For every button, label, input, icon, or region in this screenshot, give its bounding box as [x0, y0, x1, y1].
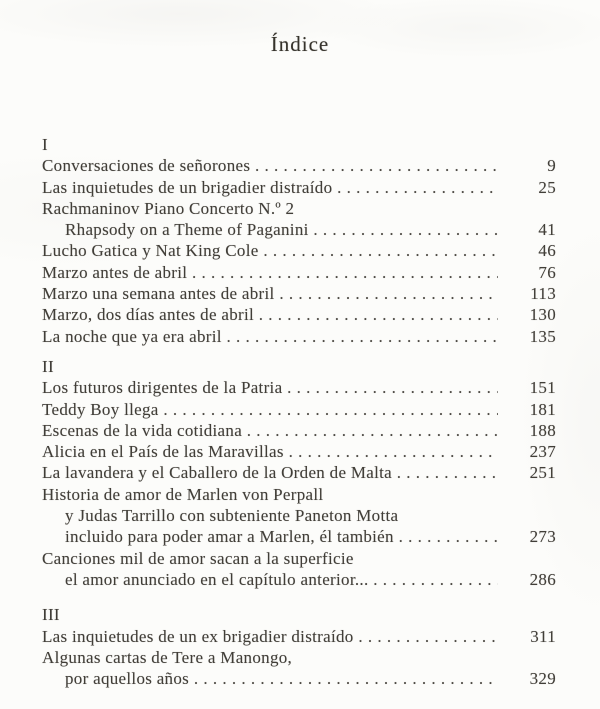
toc-row [42, 462, 556, 483]
toc-row [42, 326, 556, 347]
dot-leader [309, 219, 498, 240]
dot-leader [394, 526, 498, 547]
toc-row [42, 262, 556, 283]
page-number: 286 [529, 569, 556, 589]
toc-row [42, 441, 556, 462]
page-number: 273 [529, 527, 556, 547]
toc-entry-title: Lucho Gatica y Nat King Cole [42, 241, 259, 261]
toc-row [42, 240, 556, 261]
page-number: 25 [538, 177, 556, 197]
page-number: 151 [529, 378, 556, 398]
toc-section [42, 604, 556, 689]
dot-leader [189, 668, 498, 689]
toc-entry-title: Marzo, dos días antes de abril [42, 305, 254, 325]
toc-entry-title: La lavandera y el Caballero de la Orden de Malta [42, 463, 392, 483]
page-number: 237 [529, 442, 556, 462]
toc-row [42, 526, 556, 547]
toc-section [42, 356, 556, 590]
toc-entry-title: Marzo antes de abril [42, 262, 188, 282]
toc-entry-title: Teddy Boy llega [42, 399, 159, 419]
toc-entry-title: Alicia en el País de las Maravillas [42, 442, 284, 462]
toc-entry-title: por aquellos años [65, 669, 190, 689]
toc-entry-title: Rachmaninov Piano Concerto N.º 2 [42, 198, 295, 218]
toc-row [42, 198, 556, 219]
toc-entry-title: Historia de amor de Marlen von Perpall [42, 484, 324, 504]
dot-leader [222, 326, 498, 347]
toc-row [42, 626, 556, 647]
toc-entry-title: Marzo una semana antes de abril [42, 284, 275, 304]
toc-row [42, 399, 556, 420]
toc-entry-title: Los futuros dirigentes de la Patria [42, 378, 283, 398]
dot-leader [369, 569, 498, 590]
toc-entry-title: y Judas Tarrillo con subteniente Paneton Motta [65, 506, 399, 526]
page-number: 9 [547, 156, 556, 176]
dot-leader [250, 155, 498, 176]
toc-row [42, 668, 556, 689]
page-number: 113 [530, 284, 556, 304]
section-numeral: III [42, 605, 60, 625]
toc-entry-title: Algunas cartas de Tere a Manongo, [42, 647, 293, 667]
toc-row [42, 283, 556, 304]
page-number: 311 [530, 626, 556, 646]
toc-row [42, 377, 556, 398]
toc-entry-title: incluido para poder amar a Marlen, él también [65, 527, 394, 547]
page-title: Índice [270, 32, 330, 56]
toc-section [42, 134, 556, 347]
toc-row [42, 484, 556, 505]
page-number: 76 [538, 262, 556, 282]
toc-entry-title: el amor anunciado en el capítulo anterior... [65, 569, 369, 589]
toc-entry-title: Canciones mil de amor sacan a la superficie [42, 548, 354, 568]
page-number: 251 [529, 463, 556, 483]
toc-row [42, 219, 556, 240]
dot-leader [284, 441, 498, 462]
dot-leader [392, 462, 498, 483]
page-number: 41 [538, 220, 556, 240]
page-number: 181 [529, 399, 556, 419]
dot-leader [254, 304, 498, 325]
toc-row [42, 155, 556, 176]
toc-row [42, 304, 556, 325]
section-numeral: II [42, 356, 54, 376]
dot-leader [259, 240, 498, 261]
toc-entry-title: Escenas de la vida cotidiana [42, 420, 243, 440]
toc-row [42, 548, 556, 569]
dot-leader [187, 262, 498, 283]
dot-leader [354, 626, 498, 647]
dot-leader [332, 177, 498, 198]
dot-leader [159, 399, 498, 420]
toc-entry-title: Las inquietudes de un ex brigadier distraído [42, 626, 354, 646]
toc-entry-title: Rhapsody on a Theme of Paganini [65, 220, 309, 240]
toc-entry-title: Conversaciones de señorones [42, 156, 251, 176]
toc-entry-title: La noche que ya era abril [42, 326, 222, 346]
page-number: 46 [538, 241, 556, 261]
toc-row [42, 647, 556, 668]
toc [42, 134, 556, 689]
toc-entry-title: Las inquietudes de un brigadier distraído [42, 177, 333, 197]
section-numeral: I [42, 135, 48, 154]
dot-leader [242, 420, 498, 441]
toc-row [42, 177, 556, 198]
page-number: 130 [529, 305, 556, 325]
page-number: 329 [529, 669, 556, 689]
toc-row [42, 505, 556, 526]
page-number: 188 [529, 420, 556, 440]
toc-row [42, 420, 556, 441]
toc-row [42, 569, 556, 590]
dot-leader [282, 377, 498, 398]
page-number: 135 [529, 326, 556, 346]
dot-leader [275, 283, 498, 304]
